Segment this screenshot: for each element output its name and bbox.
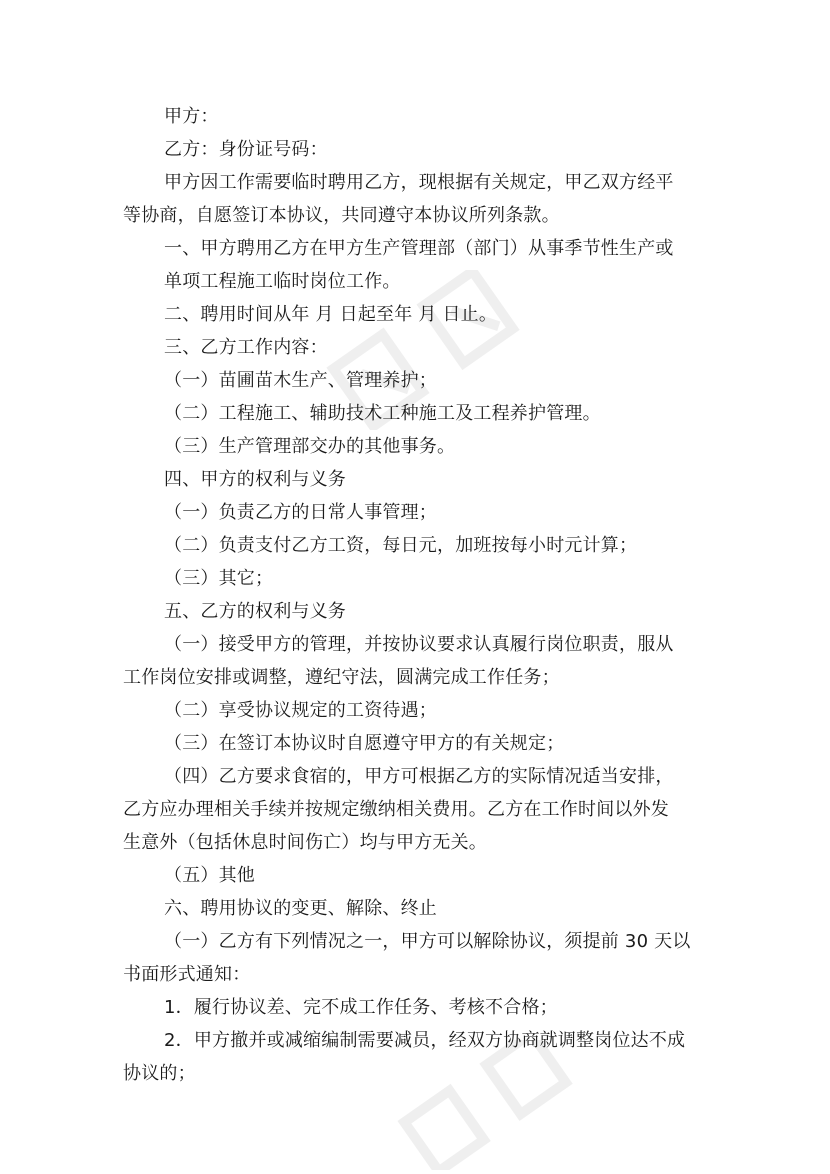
line-section-5-item-1: （一）接受甲方的管理，并按协议要求认真履行岗位职责，服从	[164, 634, 674, 655]
line-party-b: 乙方：身份证号码：	[164, 139, 328, 160]
line-section-6: 六、聘用协议的变更、解除、终止	[164, 898, 437, 919]
line-intro-2: 等协商，自愿签订本协议，共同遵守本协议所列条款。	[123, 205, 560, 226]
line-section-6-item-1-cont: 书面形式通知：	[123, 964, 251, 985]
line-section-4-item-1: （一）负责乙方的日常人事管理；	[164, 502, 437, 523]
line-section-4-item-2: （二）负责支付乙方工资，每日元，加班按每小时元计算；	[164, 535, 638, 556]
line-section-4: 四、甲方的权利与义务	[164, 469, 346, 490]
line-section-5-item-1-cont: 工作岗位安排或调整，遵纪守法，圆满完成工作任务；	[123, 667, 560, 688]
line-section-5-item-2: （二）享受协议规定的工资待遇；	[164, 700, 437, 721]
line-section-6-item-1-clause-2-cont: 协议的；	[123, 1063, 196, 1084]
watermark-graphic-lower	[380, 1040, 600, 1170]
line-section-6-item-1-clause-2: 2．甲方撤并或减缩编制需要减员，经双方协商就调整岗位达不成	[164, 1030, 686, 1051]
line-intro-1: 甲方因工作需要临时聘用乙方，现根据有关规定，甲乙双方经平	[164, 172, 674, 193]
line-section-5-item-4: （四）乙方要求食宿的，甲方可根据乙方的实际情况适当安排，	[164, 766, 674, 787]
line-section-3-item-2: （二）工程施工、辅助技术工种施工及工程养护管理。	[164, 403, 601, 424]
line-section-6-item-1-clause-1: 1．履行协议差、完不成工作任务、考核不合格；	[164, 997, 558, 1018]
line-section-3-item-3: （三）生产管理部交办的其他事务。	[164, 436, 456, 457]
line-section-2: 二、聘用时间从年 月 日起至年 月 日止。	[164, 304, 498, 325]
line-section-5-item-4-cont-2: 生意外（包括休息时间伤亡）均与甲方无关。	[123, 832, 487, 853]
line-section-6-item-1: （一）乙方有下列情况之一，甲方可以解除协议，须提前 30 天以	[164, 931, 691, 952]
line-party-a: 甲方：	[164, 106, 219, 127]
line-section-1-cont: 单项工程施工临时岗位工作。	[164, 271, 401, 292]
line-section-5-item-4-cont-1: 乙方应办理相关手续并按规定缴纳相关费用。乙方在工作时间以外发	[123, 799, 669, 820]
line-section-5-item-5: （五）其他	[164, 865, 255, 886]
line-section-4-item-3: （三）其它；	[164, 568, 274, 589]
line-section-5-item-3: （三）在签订本协议时自愿遵守甲方的有关规定；	[164, 733, 565, 754]
line-section-1: 一、甲方聘用乙方在甲方生产管理部（部门）从事季节性生产或	[164, 238, 674, 259]
line-section-5: 五、乙方的权利与义务	[164, 601, 346, 622]
line-section-3: 三、乙方工作内容：	[164, 337, 328, 358]
line-section-3-item-1: （一）苗圃苗木生产、管理养护；	[164, 370, 437, 391]
